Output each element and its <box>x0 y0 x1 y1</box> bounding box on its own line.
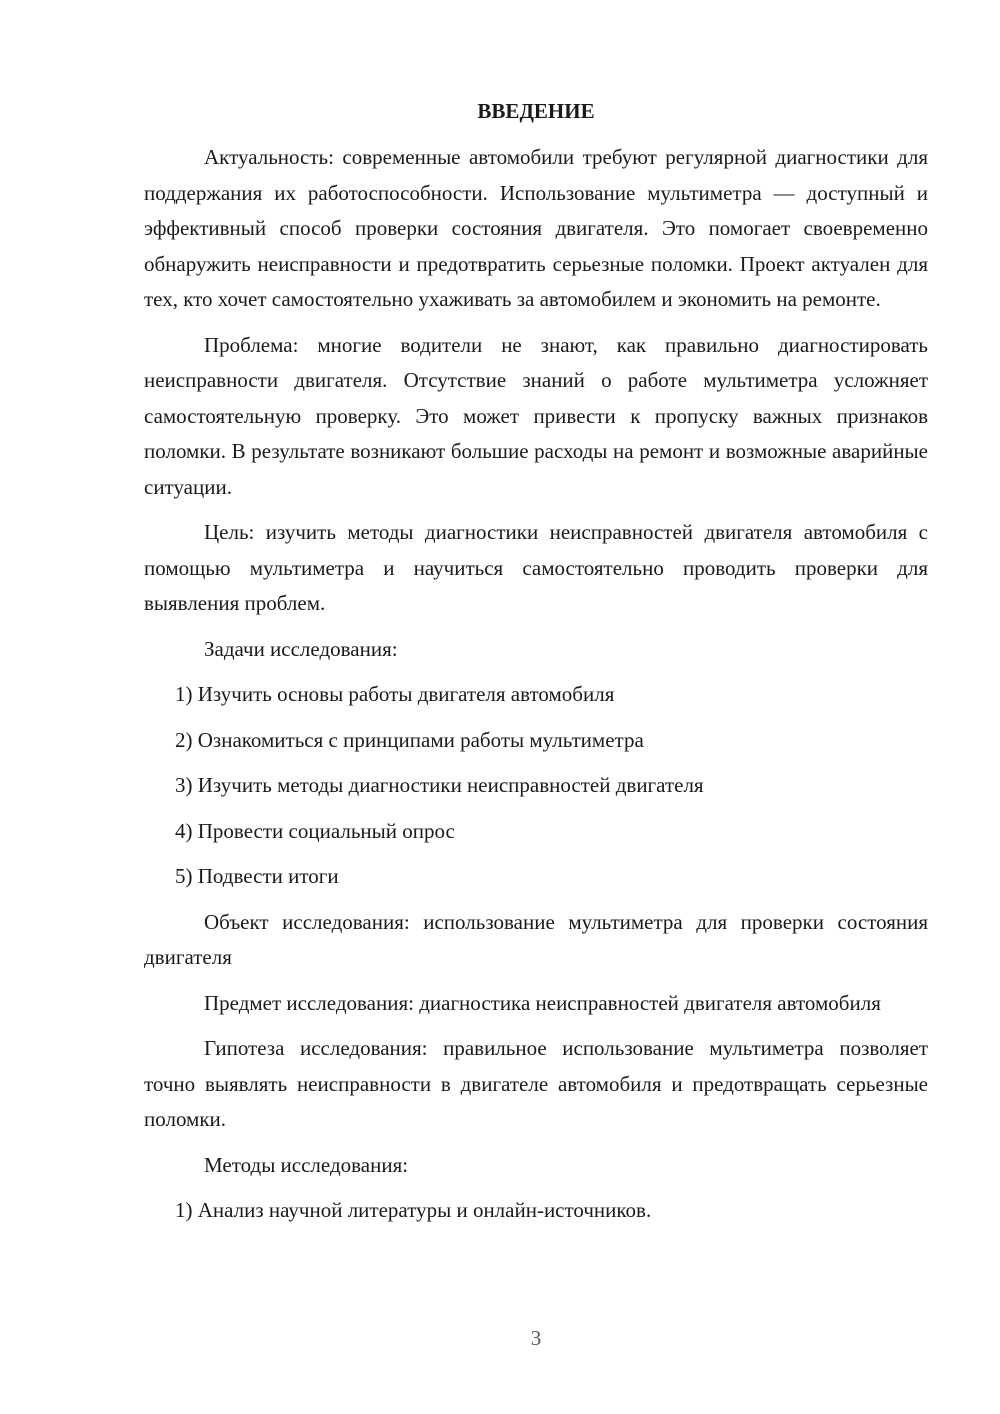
object-paragraph: Объект исследования: использование мультиметра для проверки состояния двигателя <box>144 909 928 969</box>
list-item: 3) Изучить методы диагностики неисправностей двигателя <box>175 773 704 797</box>
methods-list <box>144 1193 928 1229</box>
section-heading: ВВЕДЕНИЕ <box>477 99 595 123</box>
tasks-label: Задачи исследования: <box>204 636 398 661</box>
list-item: 1) Анализ научной литературы и онлайн-источников. <box>175 1198 652 1222</box>
list-item: 4) Провести социальный опрос <box>175 818 455 843</box>
tasks-list <box>144 677 928 895</box>
relevance-paragraph: Актуальность: современные автомобили требуют регулярной диагностики для поддержания их работоспособности. Использование мультиметра — доступный и эффективный способ проверки состояния двигателя. Это помогает своевременно обнаружить неисправности и предотвратить серьезные поломки. Проект актуален для тех, кто хочет самостоятельно ухаживать за автомобилем и экономить на ремонте. <box>144 145 928 311</box>
list-item: 1) Изучить основы работы двигателя автомобиля <box>175 682 615 706</box>
list-item: 5) Подвести итоги <box>175 864 339 888</box>
document-page <box>144 96 928 1239</box>
page-number: 3 <box>530 1326 542 1350</box>
list-item: 2) Ознакомиться с принципами работы мультиметра <box>175 727 644 752</box>
hypothesis-paragraph: Гипотеза исследования: правильное использование мультиметра позволяет точно выявлять неисправности в двигателе автомобиля и предотвращать серьезные поломки. <box>144 1036 928 1131</box>
subject-paragraph: Предмет исследования: диагностика неисправностей двигателя автомобиля <box>204 990 881 1015</box>
goal-paragraph: Цель: изучить методы диагностики неисправностей двигателя автомобиля с помощью мультиметра и научиться самостоятельно проводить проверки для выявления проблем. <box>144 520 928 615</box>
problem-paragraph: Проблема: многие водители не знают, как правильно диагностировать неисправности двигателя. Отсутствие знаний о работе мультиметра усложняет самостоятельную проверку. Это может привести к пропуску важных признаков поломки. В результате возникают большие расходы на ремонт и возможные аварийные ситуации. <box>144 332 928 499</box>
methods-label: Методы исследования: <box>204 1152 409 1177</box>
